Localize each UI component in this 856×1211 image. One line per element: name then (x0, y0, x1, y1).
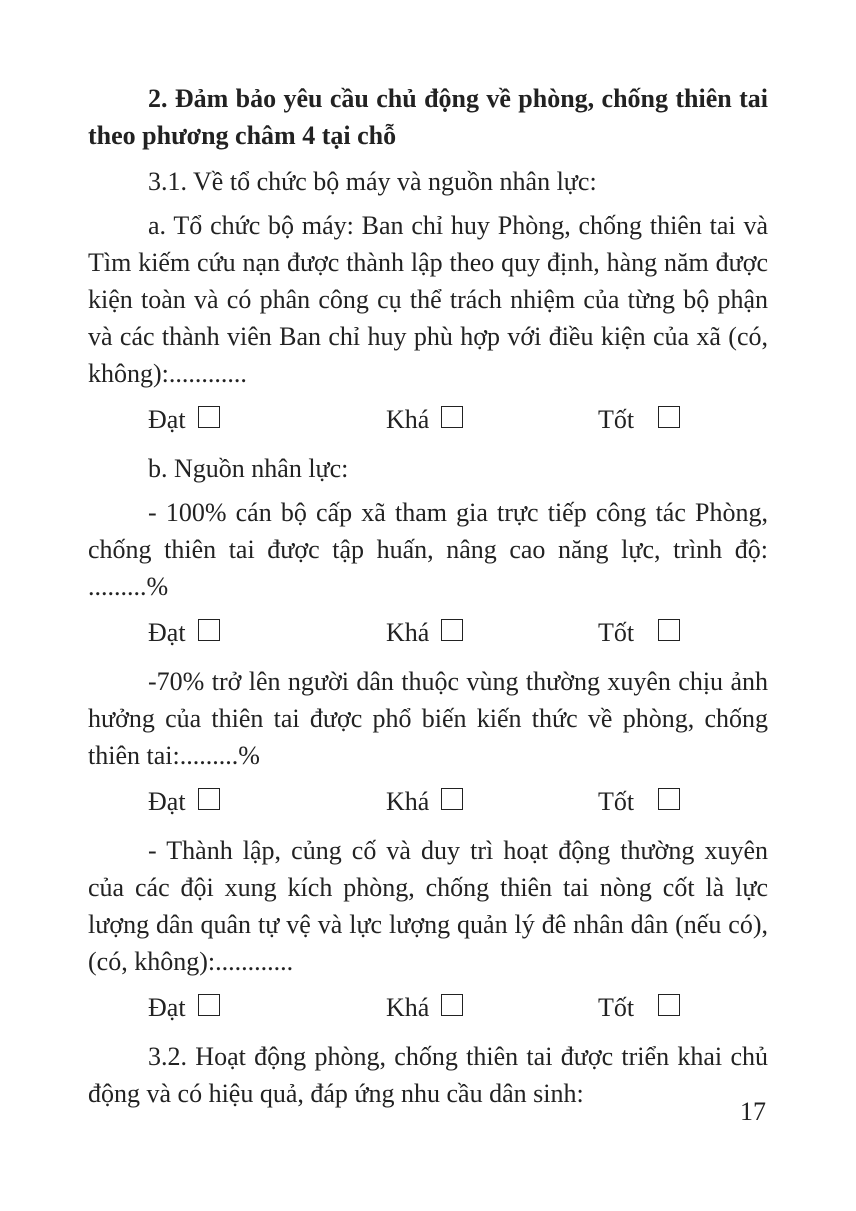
rating-option-kha[interactable] (386, 990, 463, 1026)
item-b1-paragraph: - 100% cán bộ cấp xã tham gia trực tiếp công tác Phòng, chống thiên tai được tập huấn, nâng cao năng lực, trình độ: .........% (88, 498, 768, 601)
section-3-2-paragraph: 3.2. Hoạt động phòng, chống thiên tai được triển khai chủ động và có hiệu quả, đáp ứng nhu cầu dân sinh: (88, 1042, 768, 1108)
checkbox-kha[interactable] (441, 406, 463, 428)
item-b3-paragraph: - Thành lập, củng cố và duy trì hoạt động thường xuyên của các đội xung kích phòng, chống thiên tai nòng cốt là lực lượng dân quân tự vệ và lực lượng quản lý đê nhân dân (nếu có), (có, không):............ (88, 836, 768, 976)
document-page (88, 80, 768, 1119)
rating-label-dat: Đạt (148, 993, 186, 1022)
rating-row-b3 (88, 990, 768, 1026)
item-a-paragraph: a. Tổ chức bộ máy: Ban chỉ huy Phòng, chống thiên tai và Tìm kiếm cứu nạn được thành lập theo quy định, hàng năm được kiện toàn và có phân công cụ thể trách nhiệm của từng bộ phận và các thành viên Ban chỉ huy phù hợp với điều kiện của xã (có, không):............ (88, 211, 768, 388)
rating-option-dat[interactable] (148, 402, 220, 438)
rating-label-tot: Tốt (598, 618, 635, 647)
rating-label-tot: Tốt (598, 787, 635, 816)
rating-label-tot: Tốt (598, 405, 635, 434)
checkbox-dat[interactable] (198, 994, 220, 1016)
rating-row-a (88, 402, 768, 438)
checkbox-tot[interactable] (658, 994, 680, 1016)
rating-option-tot[interactable] (598, 402, 680, 438)
rating-option-tot[interactable] (598, 784, 680, 820)
item-b-title: b. Nguồn nhân lực: (148, 454, 349, 483)
rating-label-tot: Tốt (598, 993, 635, 1022)
checkbox-tot[interactable] (658, 406, 680, 428)
checkbox-dat[interactable] (198, 788, 220, 810)
checkbox-tot[interactable] (658, 788, 680, 810)
page-number: 17 (740, 1097, 766, 1126)
rating-label-kha: Khá (386, 993, 430, 1022)
checkbox-dat[interactable] (198, 619, 220, 641)
rating-option-tot[interactable] (598, 990, 680, 1026)
checkbox-kha[interactable] (441, 788, 463, 810)
checkbox-dat[interactable] (198, 406, 220, 428)
rating-option-dat[interactable] (148, 990, 220, 1026)
rating-label-dat: Đạt (148, 787, 186, 816)
rating-label-dat: Đạt (148, 618, 186, 647)
rating-label-kha: Khá (386, 405, 430, 434)
rating-row-b2 (88, 784, 768, 820)
rating-option-kha[interactable] (386, 784, 463, 820)
rating-label-kha: Khá (386, 618, 430, 647)
section-heading: 2. Đảm bảo yêu cầu chủ động về phòng, chống thiên tai theo phương châm 4 tại chỗ (88, 84, 768, 150)
rating-row-b1 (88, 615, 768, 651)
section-3-1-title: 3.1. Về tổ chức bộ máy và nguồn nhân lực: (148, 167, 597, 196)
checkbox-tot[interactable] (658, 619, 680, 641)
checkbox-kha[interactable] (441, 994, 463, 1016)
rating-label-dat: Đạt (148, 405, 186, 434)
item-b2-paragraph: -70% trở lên người dân thuộc vùng thường xuyên chịu ảnh hưởng của thiên tai được phổ biến kiến thức về phòng, chống thiên tai:.........% (88, 667, 768, 770)
rating-option-tot[interactable] (598, 615, 680, 651)
rating-option-kha[interactable] (386, 615, 463, 651)
rating-option-kha[interactable] (386, 402, 463, 438)
rating-option-dat[interactable] (148, 784, 220, 820)
rating-option-dat[interactable] (148, 615, 220, 651)
checkbox-kha[interactable] (441, 619, 463, 641)
rating-label-kha: Khá (386, 787, 430, 816)
